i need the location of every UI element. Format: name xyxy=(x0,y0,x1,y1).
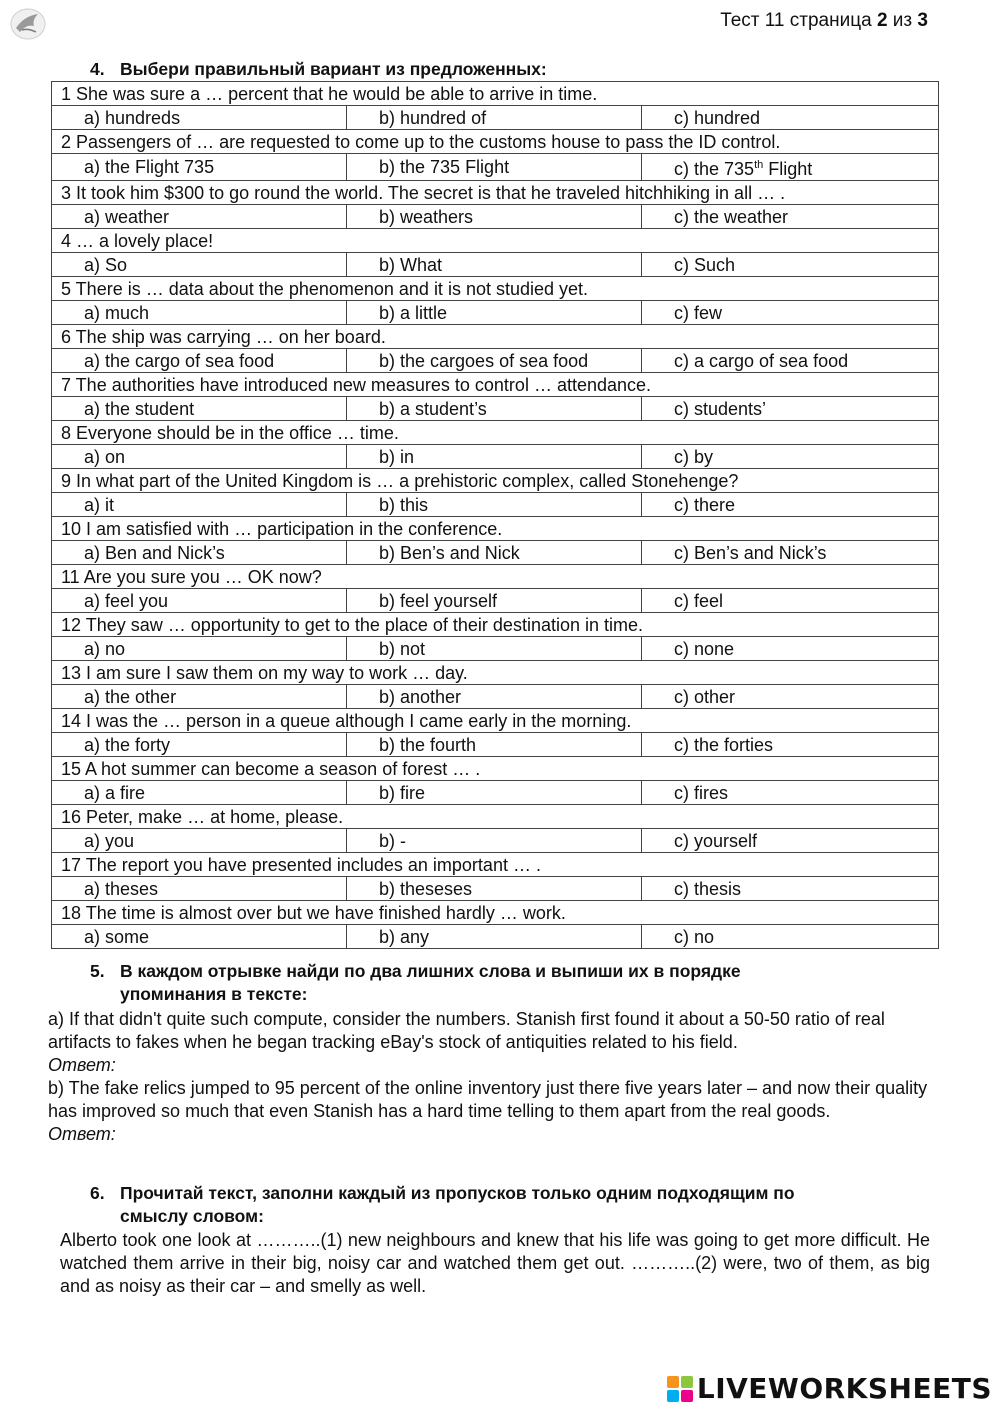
option-c[interactable]: c) none xyxy=(642,637,939,661)
option-a[interactable]: a) a fire xyxy=(52,781,347,805)
question-row xyxy=(52,277,939,301)
question-row xyxy=(52,709,939,733)
question-row xyxy=(52,373,939,397)
question-text: 7 The authorities have introduced new measures to control … attendance. xyxy=(52,373,939,397)
question-text: 17 The report you have presented includes an important … . xyxy=(52,853,939,877)
question-row xyxy=(52,901,939,925)
question-text: 5 There is … data about the phenomenon and it is not studied yet. xyxy=(52,277,939,301)
liveworksheets-brand: LIVEWORKSHEETS xyxy=(667,1372,992,1405)
question-text: 10 I am satisfied with … participation in the conference. xyxy=(52,517,939,541)
option-c[interactable]: c) hundred xyxy=(642,106,939,130)
question-text: 15 A hot summer can become a season of forest … . xyxy=(52,757,939,781)
section-6-heading: 6. Прочитай текст, заполни каждый из пропусков только одним подходящим по смыслу словом: xyxy=(90,1183,795,1226)
liveworksheets-logo-icon xyxy=(667,1376,693,1402)
option-c[interactable]: c) there xyxy=(642,493,939,517)
bird-logo-icon xyxy=(8,6,48,42)
options-row xyxy=(52,541,939,565)
options-row xyxy=(52,205,939,229)
option-b[interactable]: b) theseses xyxy=(347,877,642,901)
option-b[interactable]: b) - xyxy=(347,829,642,853)
question-text: 6 The ship was carrying … on her board. xyxy=(52,325,939,349)
option-a[interactable]: a) much xyxy=(52,301,347,325)
question-row xyxy=(52,181,939,205)
question-text: 2 Passengers of … are requested to come up to the customs house to pass the ID control. xyxy=(52,130,939,154)
option-a[interactable]: a) So xyxy=(52,253,347,277)
option-b[interactable]: b) What xyxy=(347,253,642,277)
option-c[interactable]: c) Such xyxy=(642,253,939,277)
option-b[interactable]: b) feel yourself xyxy=(347,589,642,613)
options-row xyxy=(52,781,939,805)
option-c[interactable]: c) the forties xyxy=(642,733,939,757)
options-row xyxy=(52,685,939,709)
option-b[interactable]: b) the 735 Flight xyxy=(347,154,642,181)
page-header: Тест 11 страница 2 из 3 xyxy=(720,10,928,31)
option-c[interactable]: c) thesis xyxy=(642,877,939,901)
options-row xyxy=(52,733,939,757)
options-row xyxy=(52,877,939,901)
option-c[interactable]: c) the 735th Flight xyxy=(642,154,939,181)
question-text: 14 I was the … person in a queue although I came early in the morning. xyxy=(52,709,939,733)
options-row xyxy=(52,637,939,661)
question-text: 18 The time is almost over but we have finished hardly … work. xyxy=(52,901,939,925)
question-row xyxy=(52,805,939,829)
section-6-text: Alberto took one look at ………..(1) new neighbours and knew that his life was going to get more difficult. He watched them arrive in their big, noisy car and watched them get out. ………..(2) were, two of them, as big and as noisy as their car – and smelly as well. xyxy=(60,1230,930,1296)
question-row xyxy=(52,325,939,349)
options-row xyxy=(52,925,939,949)
question-row xyxy=(52,517,939,541)
option-c[interactable]: c) a cargo of sea food xyxy=(642,349,939,373)
question-row xyxy=(52,469,939,493)
options-row xyxy=(52,397,939,421)
options-row xyxy=(52,589,939,613)
question-row xyxy=(52,565,939,589)
option-a[interactable]: a) on xyxy=(52,445,347,469)
option-a[interactable]: a) no xyxy=(52,637,347,661)
option-b[interactable]: b) a student’s xyxy=(347,397,642,421)
option-b[interactable]: b) not xyxy=(347,637,642,661)
question-row xyxy=(52,661,939,685)
question-row xyxy=(52,757,939,781)
question-row xyxy=(52,82,939,106)
section-5-heading: 5. В каждом отрывке найди по два лишних слова и выпиши их в порядке упоминания в тексте: xyxy=(90,961,741,1004)
question-text: 11 Are you sure you … OK now? xyxy=(52,565,939,589)
option-c[interactable]: c) other xyxy=(642,685,939,709)
question-row xyxy=(52,613,939,637)
options-row xyxy=(52,253,939,277)
question-text: 13 I am sure I saw them on my way to work … day. xyxy=(52,661,939,685)
option-c[interactable]: c) by xyxy=(642,445,939,469)
option-c[interactable]: c) fires xyxy=(642,781,939,805)
option-b[interactable]: b) hundred of xyxy=(347,106,642,130)
section-5-paragraph-b: b) The fake relics jumped to 95 percent of the online inventory just there five years later – and now their quality has improved so much that even Stanish has a hard time telling to them apart from the real goods. Ответ: xyxy=(48,1077,938,1146)
option-b[interactable]: b) fire xyxy=(347,781,642,805)
options-row xyxy=(52,493,939,517)
questions-table xyxy=(51,81,939,949)
option-b[interactable]: b) weathers xyxy=(347,205,642,229)
question-text: 3 It took him $300 to go round the world. The secret is that he traveled hitchhiking in all … . xyxy=(52,181,939,205)
option-c[interactable]: c) feel xyxy=(642,589,939,613)
options-row xyxy=(52,154,939,181)
question-text: 16 Peter, make … at home, please. xyxy=(52,805,939,829)
question-row xyxy=(52,130,939,154)
option-a[interactable]: a) it xyxy=(52,493,347,517)
question-row xyxy=(52,229,939,253)
option-a[interactable]: a) weather xyxy=(52,205,347,229)
option-a[interactable]: a) the forty xyxy=(52,733,347,757)
option-b[interactable]: b) in xyxy=(347,445,642,469)
options-row xyxy=(52,829,939,853)
answer-label-a: Ответ: xyxy=(48,1055,116,1075)
option-b[interactable]: b) any xyxy=(347,925,642,949)
option-b[interactable]: b) another xyxy=(347,685,642,709)
options-row xyxy=(52,445,939,469)
options-row xyxy=(52,349,939,373)
option-c[interactable]: c) students’ xyxy=(642,397,939,421)
option-a[interactable]: a) the other xyxy=(52,685,347,709)
option-a[interactable]: a) the cargo of sea food xyxy=(52,349,347,373)
option-a[interactable]: a) hundreds xyxy=(52,106,347,130)
section-5-paragraph-a: a) If that didn't quite such compute, consider the numbers. Stanish first found it about a 50-50 ratio of real artifacts to fakes when he began tracking eBay's stock of antiquities related to his field. Ответ: xyxy=(48,1008,938,1077)
option-a[interactable]: a) some xyxy=(52,925,347,949)
option-a[interactable]: a) theses xyxy=(52,877,347,901)
option-c[interactable]: c) few xyxy=(642,301,939,325)
option-a[interactable]: a) you xyxy=(52,829,347,853)
option-b[interactable]: b) the cargoes of sea food xyxy=(347,349,642,373)
option-a[interactable]: a) the student xyxy=(52,397,347,421)
answer-label-b: Ответ: xyxy=(48,1124,116,1144)
question-text: 1 She was sure a … percent that he would be able to arrive in time. xyxy=(52,82,939,106)
question-text: 8 Everyone should be in the office … time. xyxy=(52,421,939,445)
option-b[interactable]: b) Ben’s and Nick xyxy=(347,541,642,565)
option-a[interactable]: a) the Flight 735 xyxy=(52,154,347,181)
section-4-heading: 4. Выбери правильный вариант из предложенных: xyxy=(90,59,547,79)
option-c[interactable]: c) yourself xyxy=(642,829,939,853)
option-a[interactable]: a) feel you xyxy=(52,589,347,613)
option-b[interactable]: b) this xyxy=(347,493,642,517)
question-row xyxy=(52,421,939,445)
question-text: 12 They saw … opportunity to get to the place of their destination in time. xyxy=(52,613,939,637)
options-row xyxy=(52,301,939,325)
question-text: 4 … a lovely place! xyxy=(52,229,939,253)
page-total: 3 xyxy=(917,10,928,31)
option-c[interactable]: c) Ben’s and Nick’s xyxy=(642,541,939,565)
option-b[interactable]: b) the fourth xyxy=(347,733,642,757)
option-a[interactable]: a) Ben and Nick’s xyxy=(52,541,347,565)
options-row xyxy=(52,106,939,130)
page-number: 2 xyxy=(876,10,888,31)
option-c[interactable]: c) the weather xyxy=(642,205,939,229)
question-row xyxy=(52,853,939,877)
option-b[interactable]: b) a little xyxy=(347,301,642,325)
option-c[interactable]: c) no xyxy=(642,925,939,949)
question-text: 9 In what part of the United Kingdom is … a prehistoric complex, called Stonehenge? xyxy=(52,469,939,493)
